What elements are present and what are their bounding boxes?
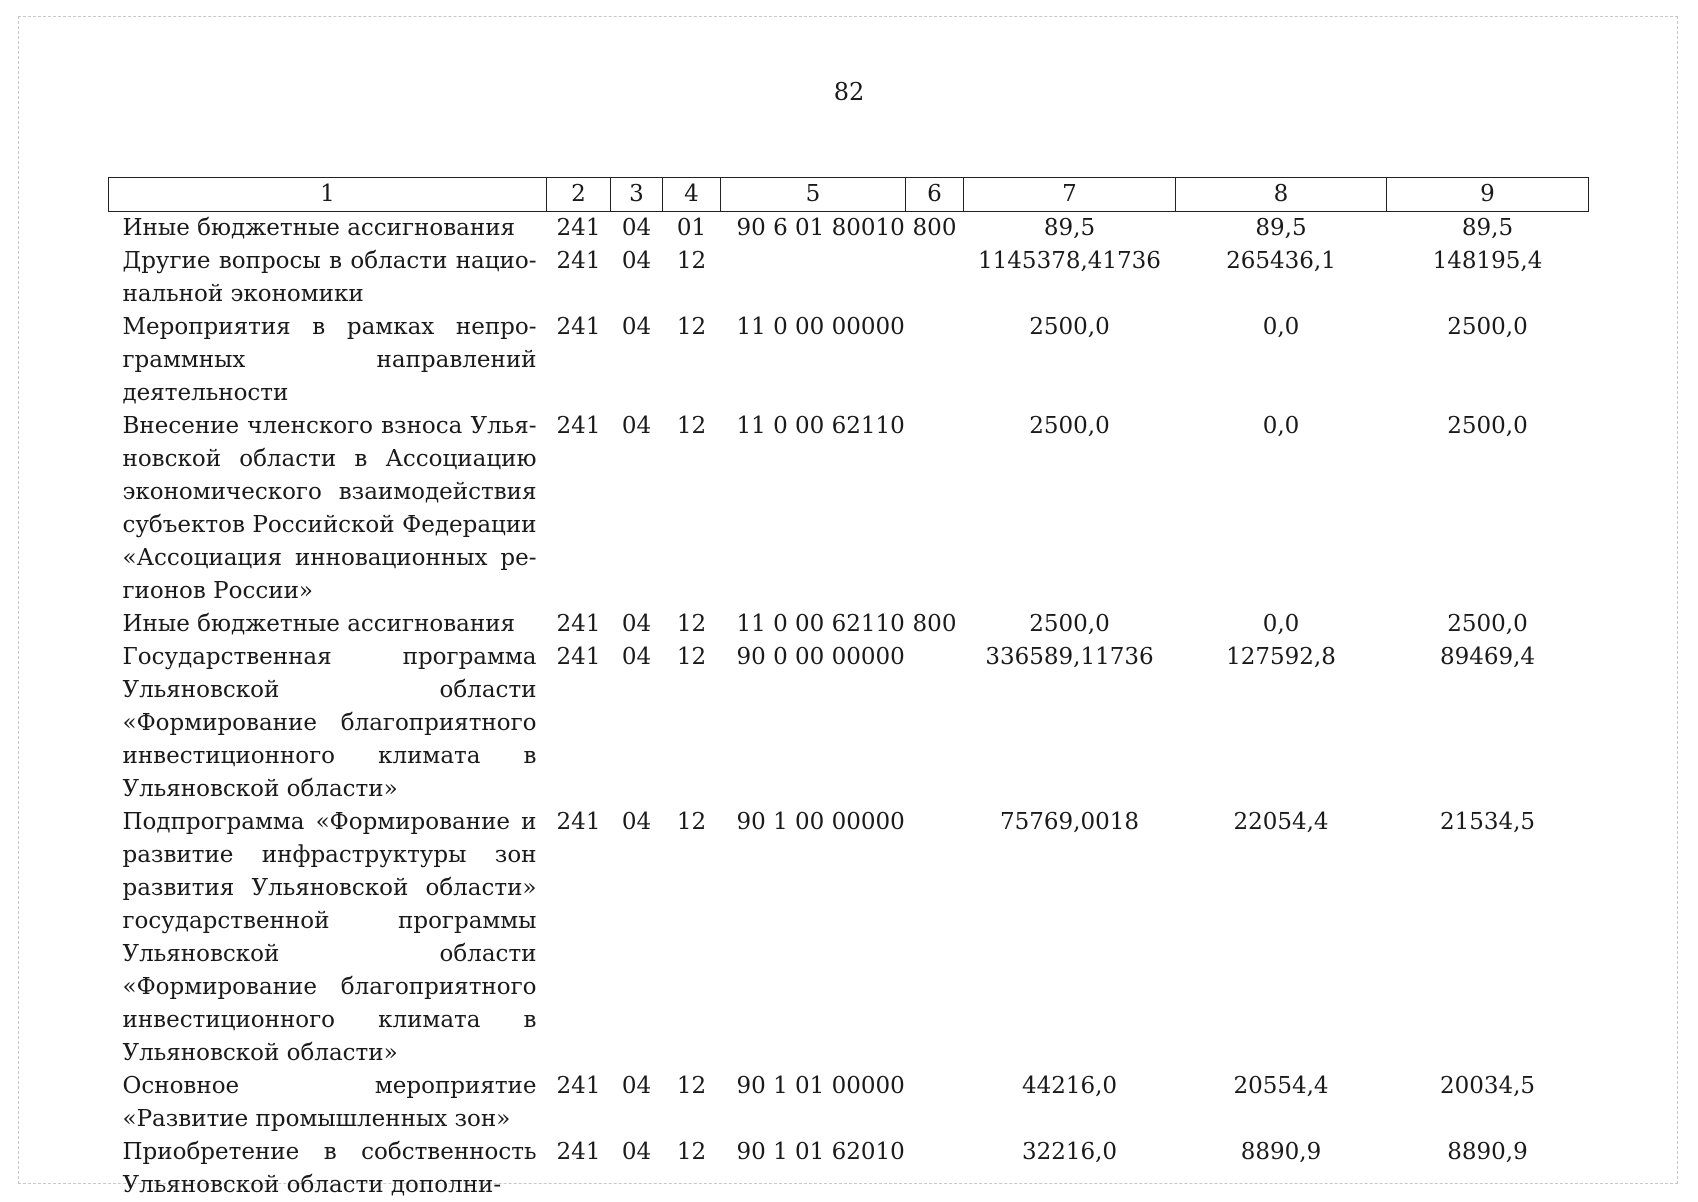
row-amount-8: 20554,4	[1176, 1070, 1387, 1136]
table-row	[109, 1070, 1589, 1136]
row-section: 04	[611, 311, 663, 410]
row-expense-type	[906, 1070, 964, 1136]
header-col-8: 8	[1176, 178, 1387, 212]
header-col-9: 9	[1387, 178, 1589, 212]
row-name: Основное мероприятие «Развитие промышленных зон»	[109, 1070, 547, 1136]
row-section: 04	[611, 212, 663, 246]
row-amount-9: 148195,4	[1387, 245, 1589, 311]
row-section: 04	[611, 608, 663, 641]
row-subsection: 12	[663, 806, 721, 1070]
row-target-code: 90 1 00 00000	[721, 806, 906, 1070]
row-amount-9: 2500,0	[1387, 311, 1589, 410]
table-header	[109, 178, 1589, 212]
row-name: Иные бюджетные ассигнования	[109, 212, 547, 246]
row-subsection: 12	[663, 311, 721, 410]
header-col-4: 4	[663, 178, 721, 212]
row-name: Внесение членского взноса Ульяновской области в Ассоциацию экономического взаимодействия субъектов Российской Федерации «Ассоциация инновационных регионов России»	[109, 410, 547, 608]
row-subsection: 12	[663, 410, 721, 608]
header-col-6: 6	[906, 178, 964, 212]
row-amount-7: 2500,0	[964, 311, 1176, 410]
row-section: 04	[611, 1136, 663, 1202]
row-expense-type	[906, 410, 964, 608]
row-section: 04	[611, 806, 663, 1070]
header-col-7: 7	[964, 178, 1176, 212]
table-row	[109, 806, 1589, 1070]
table-row	[109, 1136, 1589, 1202]
table-row	[109, 311, 1589, 410]
row-amount-8: 0,0	[1176, 311, 1387, 410]
page-number: 82	[0, 78, 1698, 106]
row-amount-7: 2500,0	[964, 410, 1176, 608]
row-amount-7: 32216,0	[964, 1136, 1176, 1202]
header-col-1: 1	[109, 178, 547, 212]
row-target-code: 11 0 00 00000	[721, 311, 906, 410]
row-target-code: 90 1 01 00000	[721, 1070, 906, 1136]
row-admin-code: 241	[547, 1136, 611, 1202]
row-amount-8: 22054,4	[1176, 806, 1387, 1070]
row-amount-8: 127592,8	[1176, 641, 1387, 806]
row-target-code: 90 6 01 80010	[721, 212, 906, 246]
row-amount-9: 21534,5	[1387, 806, 1589, 1070]
row-amount-7: 1145378,41736	[964, 245, 1176, 311]
row-subsection: 01	[663, 212, 721, 246]
row-target-code: 90 0 00 00000	[721, 641, 906, 806]
row-amount-7: 75769,0018	[964, 806, 1176, 1070]
row-subsection: 12	[663, 245, 721, 311]
row-amount-8: 8890,9	[1176, 1136, 1387, 1202]
row-amount-9: 89,5	[1387, 212, 1589, 246]
row-subsection: 12	[663, 641, 721, 806]
row-admin-code: 241	[547, 1070, 611, 1136]
row-admin-code: 241	[547, 641, 611, 806]
row-expense-type	[906, 641, 964, 806]
row-name: Приобретение в собственность Ульяновской области дополни-	[109, 1136, 547, 1202]
table-row	[109, 245, 1589, 311]
table-row	[109, 608, 1589, 641]
row-amount-9: 2500,0	[1387, 410, 1589, 608]
row-amount-7: 89,5	[964, 212, 1176, 246]
header-row	[109, 178, 1589, 212]
row-expense-type: 800	[906, 608, 964, 641]
row-expense-type	[906, 1136, 964, 1202]
header-col-3: 3	[611, 178, 663, 212]
row-amount-8: 0,0	[1176, 608, 1387, 641]
row-expense-type: 800	[906, 212, 964, 246]
row-target-code: 11 0 00 62110	[721, 410, 906, 608]
row-amount-7: 44216,0	[964, 1070, 1176, 1136]
row-name: Иные бюджетные ассигнования	[109, 608, 547, 641]
row-admin-code: 241	[547, 245, 611, 311]
row-admin-code: 241	[547, 410, 611, 608]
row-expense-type	[906, 806, 964, 1070]
row-admin-code: 241	[547, 608, 611, 641]
row-target-code: 11 0 00 62110	[721, 608, 906, 641]
header-col-2: 2	[547, 178, 611, 212]
row-amount-7: 2500,0	[964, 608, 1176, 641]
row-name: Мероприятия в рамках непрограммных направлений деятельности	[109, 311, 547, 410]
header-col-5: 5	[721, 178, 906, 212]
row-admin-code: 241	[547, 212, 611, 246]
row-name: Подпрограмма «Формирование и развитие инфраструктуры зон развития Ульяновской области» государственной программы Ульяновской области «Формирование благоприятного инвестиционного климата в Ульяновской области»	[109, 806, 547, 1070]
row-section: 04	[611, 1070, 663, 1136]
row-target-code: 90 1 01 62010	[721, 1136, 906, 1202]
table-row	[109, 410, 1589, 608]
table-row	[109, 641, 1589, 806]
budget-table	[108, 177, 1589, 1202]
row-section: 04	[611, 245, 663, 311]
row-name: Другие вопросы в области национальной экономики	[109, 245, 547, 311]
row-subsection: 12	[663, 608, 721, 641]
row-amount-9: 89469,4	[1387, 641, 1589, 806]
row-target-code	[721, 245, 906, 311]
row-subsection: 12	[663, 1070, 721, 1136]
row-section: 04	[611, 410, 663, 608]
row-admin-code: 241	[547, 806, 611, 1070]
row-section: 04	[611, 641, 663, 806]
row-amount-7: 336589,11736	[964, 641, 1176, 806]
table-row	[109, 212, 1589, 246]
row-subsection: 12	[663, 1136, 721, 1202]
row-amount-8: 0,0	[1176, 410, 1387, 608]
row-amount-9: 2500,0	[1387, 608, 1589, 641]
row-amount-8: 89,5	[1176, 212, 1387, 246]
row-amount-8: 265436,1	[1176, 245, 1387, 311]
table-body	[109, 212, 1589, 1202]
row-amount-9: 8890,9	[1387, 1136, 1589, 1202]
row-expense-type	[906, 311, 964, 410]
row-amount-9: 20034,5	[1387, 1070, 1589, 1136]
row-name: Государственная программа Ульяновской области «Формирование благоприятного инвестиционного климата в Ульяновской области»	[109, 641, 547, 806]
row-expense-type	[906, 245, 964, 311]
row-admin-code: 241	[547, 311, 611, 410]
